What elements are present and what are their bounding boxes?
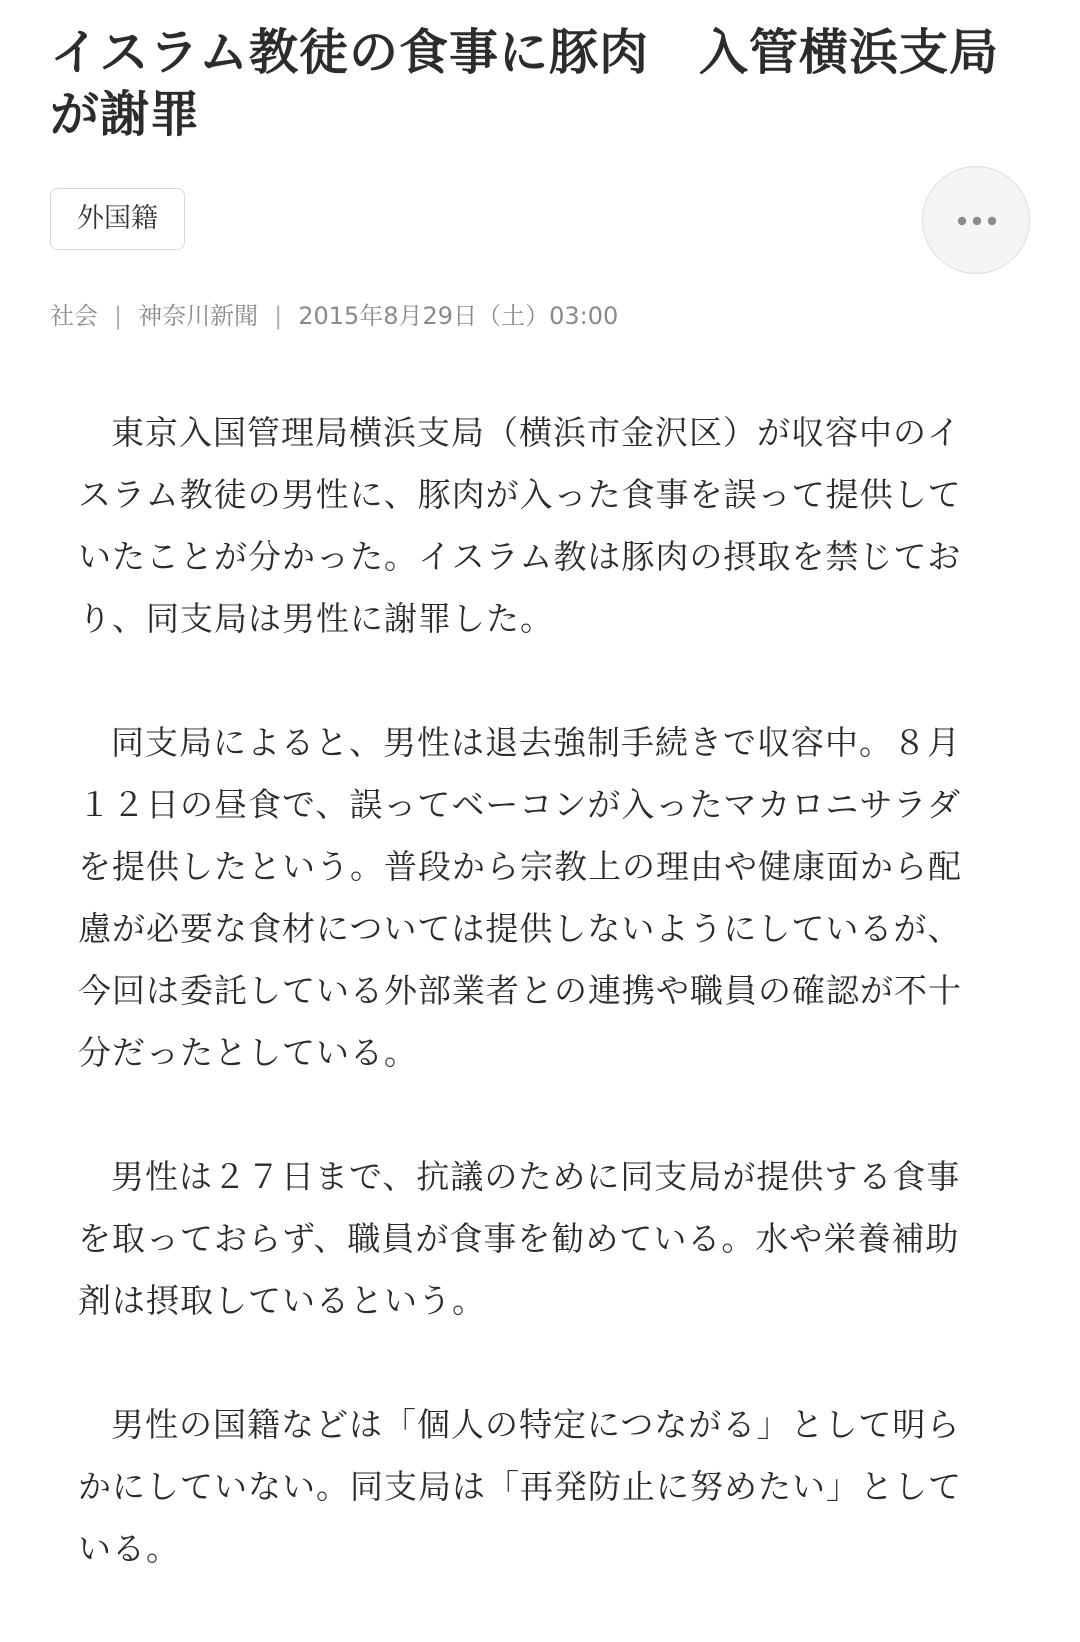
article-body — [78, 402, 990, 1642]
article-title: イスラム教徒の食事に豚肉 入管横浜支局が謝罪 — [50, 24, 1000, 143]
meta-category[interactable]: 社会 — [50, 302, 98, 330]
meta-separator: | — [274, 302, 283, 330]
article-paragraph: 男性は２７日まで、抗議のために同支局が提供する食事を取っておらず、職員が食事を勧めている。水や栄養補助剤は摂取しているという。 — [78, 1157, 961, 1320]
meta-separator: | — [114, 302, 123, 330]
article-paragraph: 同支局によると、男性は退去強制手続きで収容中。８月１２日の昼食で、誤ってベーコンが入ったマカロニサラダを提供したという。普段から宗教上の理由や健康面から配慮が必要な食材については提供しないようにしているが、今回は委託している外部業者との連携や職員の確認が不十分だったとしている。 — [78, 723, 962, 1072]
tag-chip-foreign-nationality[interactable]: 外国籍 — [50, 188, 185, 250]
more-options-button[interactable] — [922, 166, 1030, 274]
meta-date: 2015年8月29日（土）03:00 — [298, 302, 619, 330]
more-horizontal-icon — [957, 215, 997, 227]
article-paragraph: 男性の国籍などは「個人の特定につながる」として明らかにしていない。同支局は「再発防止に努めたい」としている。 — [78, 1405, 962, 1568]
meta-source: 神奈川新聞 — [138, 302, 259, 330]
article-paragraph: 東京入国管理局横浜支局（横浜市金沢区）が収容中のイスラム教徒の男性に、豚肉が入った食事を誤って提供していたことが分かった。イスラム教は豚肉の摂取を禁じており、同支局は男性に謝罪した。 — [78, 413, 962, 638]
article-meta — [50, 298, 618, 334]
